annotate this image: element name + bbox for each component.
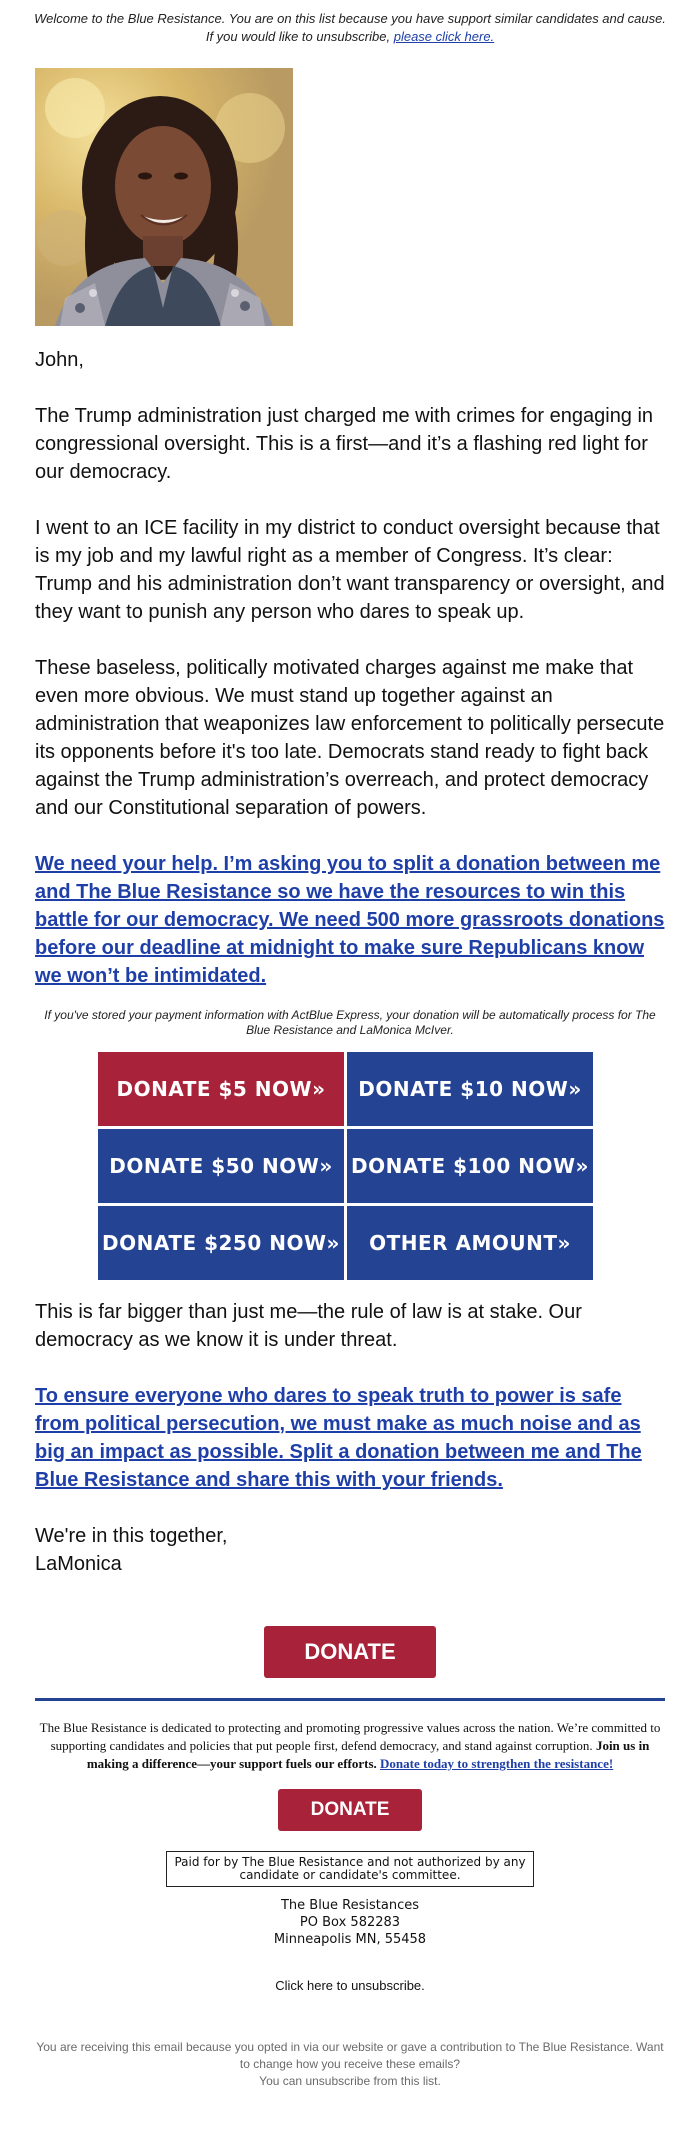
letter-content: [35, 346, 665, 990]
paragraph-2: I went to an ICE facility in my district to conduct oversight because that is my job and my lawful right as a member of Congress. It’s clear: Trump and his administration don’t want transparency or oversight, and they want to punish any person who dares to speak up.: [35, 517, 665, 623]
actblue-express-note: If you've stored your payment information with ActBlue Express, your donation will be automatically process for The Blue Resistance and LaMonica McIver.: [44, 1008, 656, 1037]
unsubscribe-link[interactable]: Click here to unsubscribe.: [275, 1978, 425, 1993]
donate-amount-grid: [98, 1052, 602, 1280]
donate-250-button[interactable]: DONATE $250 NOW»: [98, 1206, 344, 1280]
mailing-address: [0, 1897, 700, 1948]
donate-100-button[interactable]: DONATE $100 NOW»: [347, 1129, 593, 1203]
candidate-photo: [35, 68, 293, 326]
preheader-text: Welcome to the Blue Resistance. You are on this list because you have support similar candidates and cause. If you would like to unsubscribe,: [34, 11, 666, 44]
letter-content-2: [35, 1298, 665, 1578]
signoff-line: We're in this together,: [35, 1525, 228, 1547]
address-city: Minneapolis MN, 55458: [273, 1932, 427, 1947]
preheader-unsubscribe-link[interactable]: please click here.: [393, 29, 495, 44]
signature-name: LaMonica: [35, 1553, 122, 1575]
legal-text: You are receiving this email because you opted in via our website or gave a contribution to The Blue Resistance. Want to change how you receive these emails?: [36, 2040, 664, 2071]
footer-donate-button[interactable]: DONATE: [278, 1789, 422, 1831]
footer-donate-link[interactable]: Donate today to strengthen the resistance!: [380, 1756, 614, 1771]
preheader: [30, 10, 670, 46]
paragraph-1: The Trump administration just charged me with crimes for engaging in congressional oversight. This is a first—and it’s a flashing red light for our democracy.: [35, 405, 654, 483]
donate-10-button[interactable]: DONATE $10 NOW»: [347, 1052, 593, 1126]
paragraph-3: These baseless, politically motivated charges against me make that even more obvious. We must stand up together against an administration that weaponizes law enforcement to politically persecute its opponents before it's too late. Democrats stand ready to fight back against the Trump administration’s overreach, and protect democracy and our Constitutional separation of powers.: [35, 657, 665, 819]
footer-mission: [35, 1719, 665, 1773]
donation-appeal-link[interactable]: We need your help. I’m asking you to split a donation between me and The Blue Resistance so we have the resources to win this battle for our democracy. We need 500 more grassroots donations before our deadline at midnight to make sure Republicans know we won’t be intimidated.: [35, 853, 665, 987]
paid-for-disclaimer: Paid for by The Blue Resistance and not authorized by any candidate or candidate's committee.: [166, 1851, 534, 1887]
share-appeal-link[interactable]: To ensure everyone who dares to speak truth to power is safe from political persecution, we must make as much noise and as big an impact as possible. Split a donation between me and The Blue Resistance and share this with your friends.: [35, 1385, 642, 1491]
other-amount-button[interactable]: OTHER AMOUNT»: [347, 1206, 593, 1280]
greeting: John,: [35, 349, 84, 371]
donate-button[interactable]: DONATE: [264, 1626, 436, 1678]
footer-mission-text: The Blue Resistance is dedicated to protecting and promoting progressive values across the nation. We’re committed to supporting candidates and policies that put people first, defend democracy, and stand against corruption.: [39, 1720, 661, 1753]
legal-notice: [30, 2039, 670, 2090]
legal-unsubscribe-text[interactable]: You can unsubscribe from this list.: [259, 2074, 441, 2088]
email-body: [0, 10, 700, 2150]
donate-50-button[interactable]: DONATE $50 NOW»: [98, 1129, 344, 1203]
divider: [35, 1698, 665, 1701]
footer-mission-bold: Join us in making a difference—your support fuels our efforts.: [86, 1738, 650, 1771]
address-po-box: PO Box 582283: [299, 1915, 401, 1930]
address-name: The Blue Resistances: [280, 1898, 420, 1913]
paragraph-4: This is far bigger than just me—the rule of law is at stake. Our democracy as we know it is under threat.: [35, 1301, 582, 1351]
donate-5-button[interactable]: DONATE $5 NOW»: [98, 1052, 344, 1126]
